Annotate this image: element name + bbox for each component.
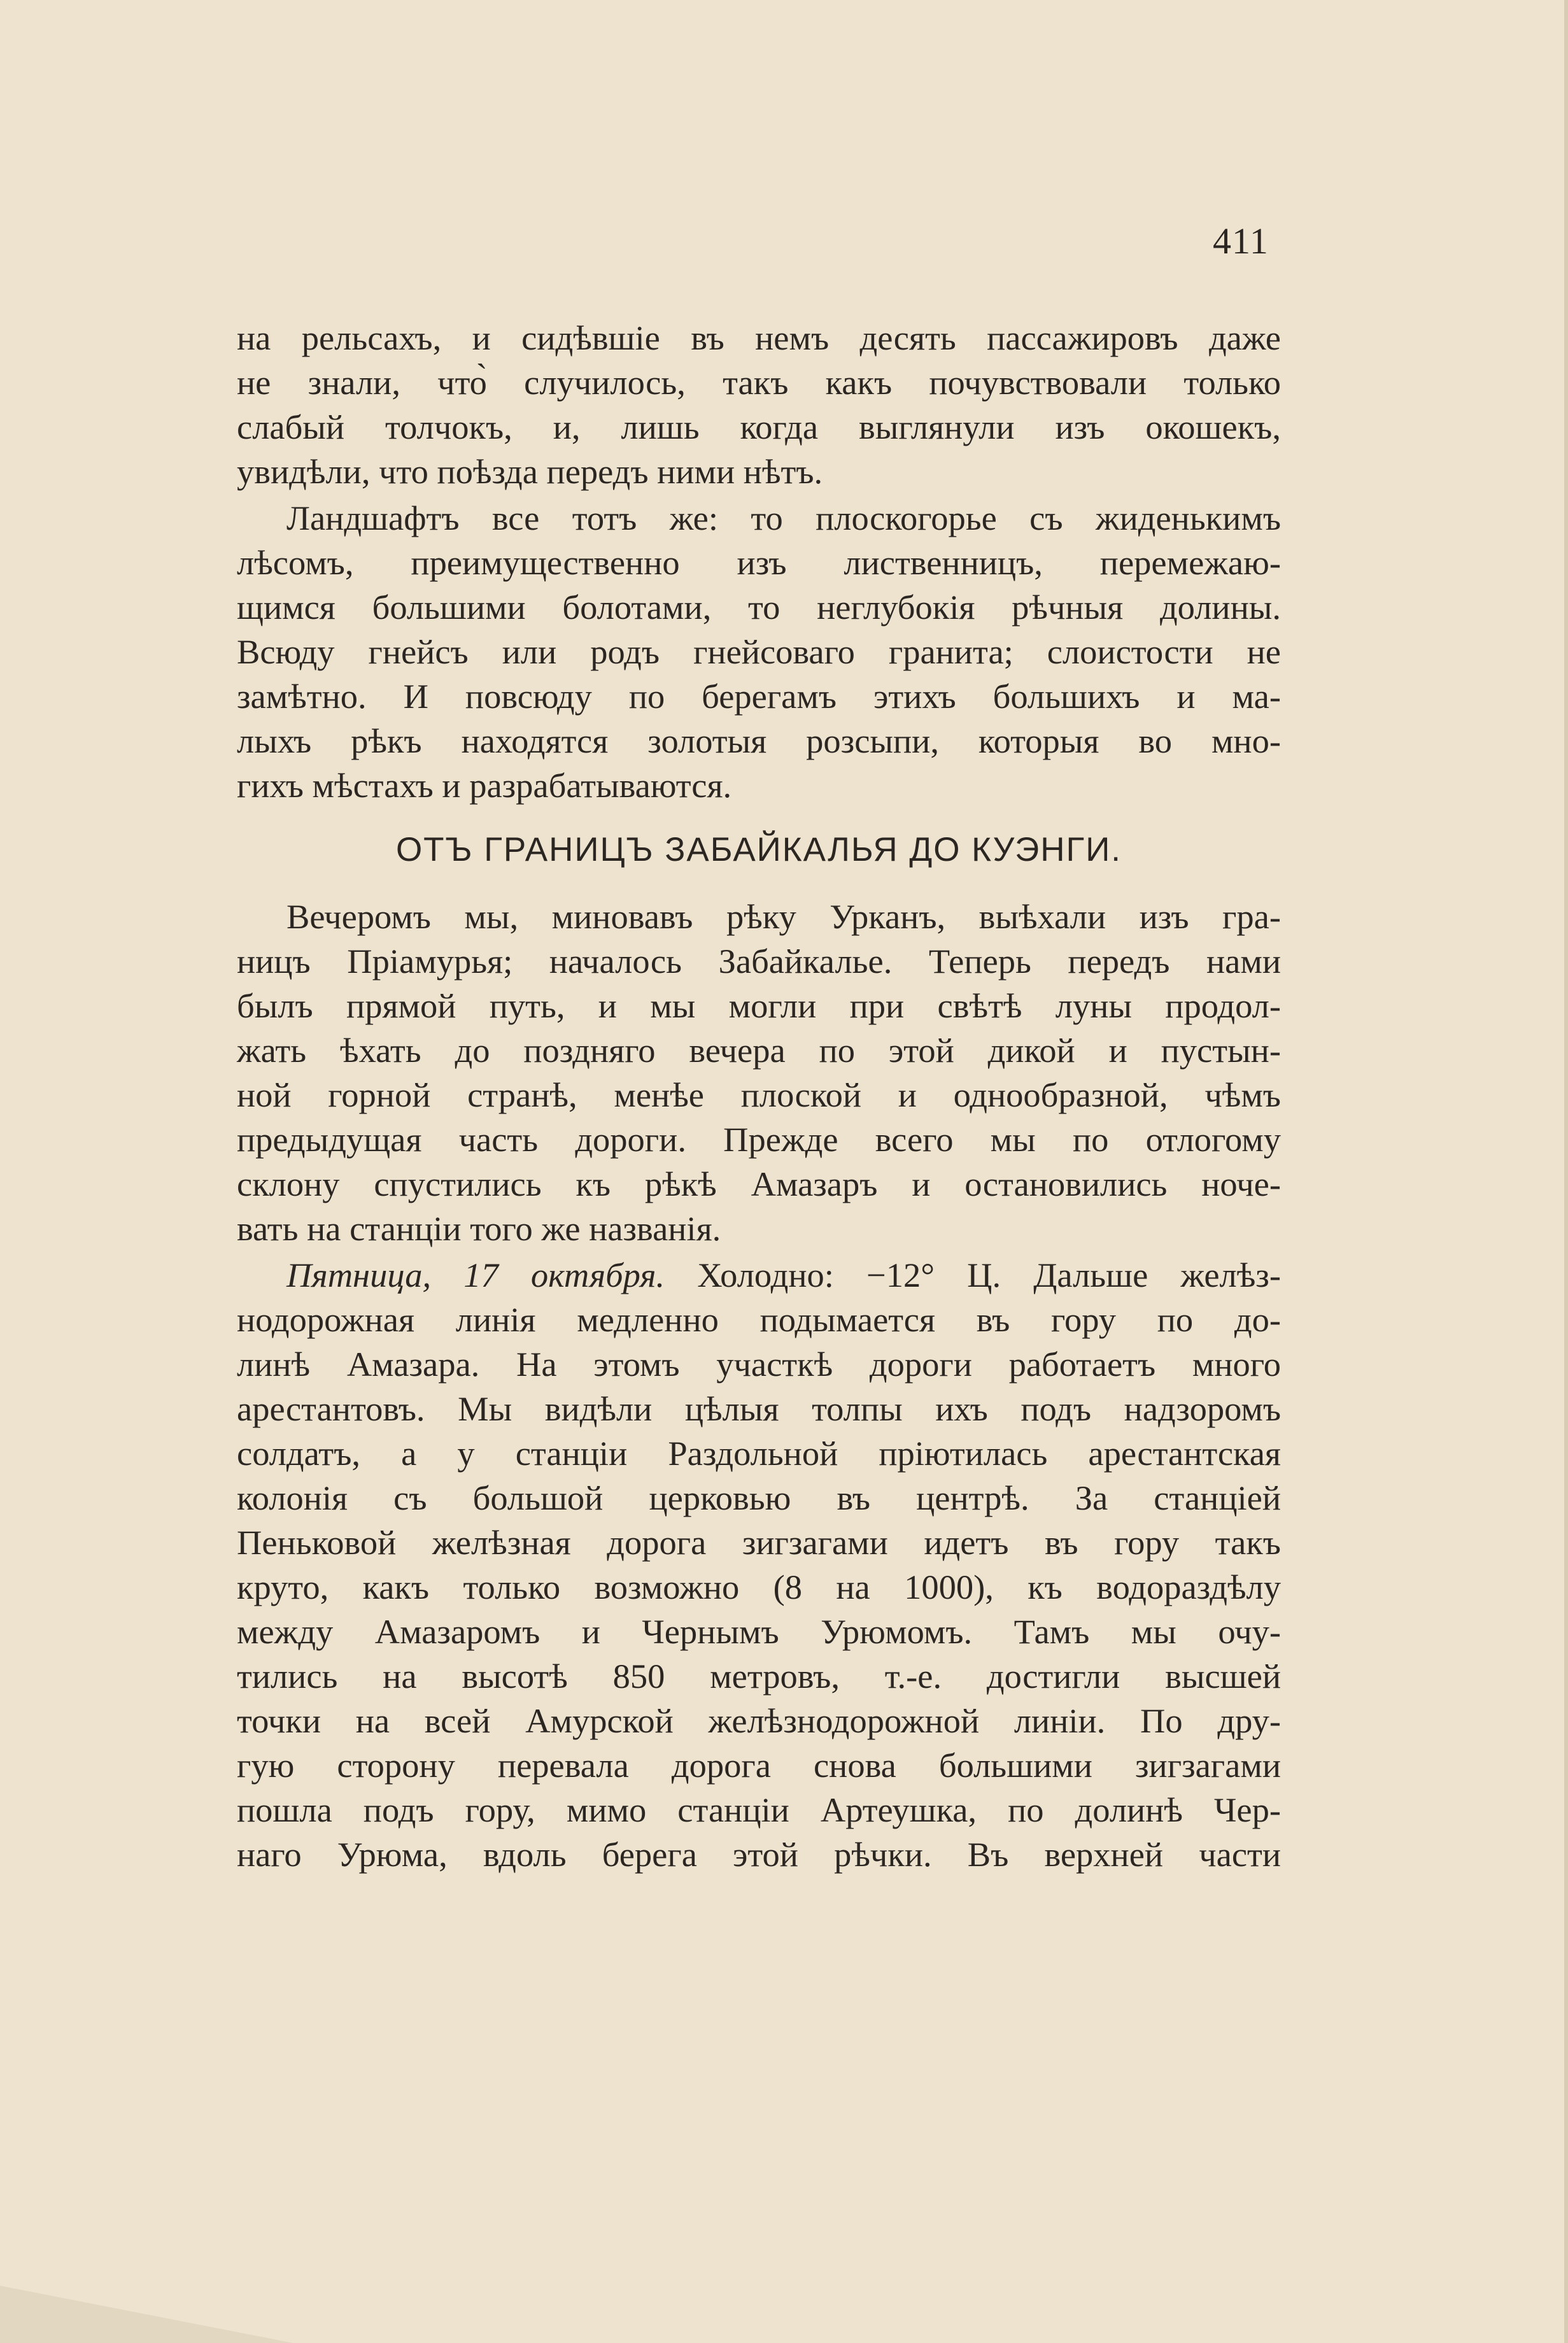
- text-line: Вечеромъ мы, миновавъ рѣку Урканъ, выѣхали изъ гра-: [286, 897, 1281, 936]
- text-line: былъ прямой путь, и мы могли при свѣтѣ луны продол-: [237, 986, 1281, 1025]
- text-line: пошла подъ гору, мимо станціи Артеушка, по долинѣ Чер-: [237, 1790, 1281, 1829]
- text-line: гихъ мѣстахъ и разрабатываются.: [237, 766, 732, 805]
- section-heading: ОТЪ ГРАНИЦЪ ЗАБАЙКАЛЬЯ ДО КУЭНГИ.: [395, 831, 1122, 868]
- text-line: Всюду гнейсъ или родъ гнейсоваго гранита; слоистости не: [237, 632, 1281, 671]
- text-line: лѣсомъ, преимущественно изъ лиственницъ, перемежаю-: [237, 543, 1281, 582]
- paragraph-continuation: [237, 316, 1281, 494]
- paragraph-friday: [237, 1253, 1281, 1877]
- text-line: замѣтно. И повсюду по берегамъ этихъ большихъ и ма-: [237, 677, 1281, 716]
- text-line: точки на всей Амурской желѣзнодорожной линіи. По дру-: [237, 1701, 1281, 1740]
- text-line: между Амазаромъ и Чернымъ Урюмомъ. Тамъ мы очу-: [237, 1612, 1281, 1651]
- text-line: линѣ Амазара. На этомъ участкѣ дороги работаетъ много: [237, 1345, 1281, 1384]
- text-line: тились на высотѣ 850 метровъ, т.-е. достигли высшей: [237, 1657, 1281, 1695]
- text-line: лыхъ рѣкъ находятся золотыя розсыпи, которыя во мно-: [237, 721, 1281, 760]
- text-line: солдатъ, а у станціи Раздольной пріютилась арестантская: [237, 1434, 1281, 1473]
- text-line: щимся большими болотами, то неглубокія рѣчныя долины.: [237, 588, 1281, 626]
- text-line: круто, какъ только возможно (8 на 1000), къ водораздѣлу: [237, 1568, 1281, 1606]
- paragraph-landscape: [237, 496, 1281, 808]
- page-edge-shadow: [1564, 0, 1568, 2343]
- text-line: слабый толчокъ, и, лишь когда выглянули изъ окошекъ,: [237, 407, 1281, 446]
- text-line: на рельсахъ, и сидѣвшіе въ немъ десять пассажировъ даже: [237, 318, 1281, 357]
- text-line: наго Урюма, вдоль берега этой рѣчки. Въ верхней части: [237, 1835, 1281, 1874]
- text-line: увидѣли, что поѣзда передъ ними нѣтъ.: [237, 452, 823, 491]
- page-number: 411: [1213, 220, 1269, 262]
- text-line: ной горной странѣ, менѣе плоской и однообразной, чѣмъ: [237, 1075, 1281, 1114]
- text-line: жать ѣхать до поздняго вечера по этой дикой и пустын-: [237, 1031, 1281, 1070]
- paragraph-evening: [237, 895, 1281, 1251]
- text-line: предыдущая часть дороги. Прежде всего мы по отлогому: [237, 1120, 1281, 1159]
- text-line: Пеньковой желѣзная дорога зигзагами идетъ въ гору такъ: [237, 1523, 1281, 1562]
- text-line: ницъ Пріамурья; началось Забайкалье. Теперь передъ нами: [237, 942, 1281, 980]
- page-corner-curl: [0, 2286, 293, 2343]
- text-line: Ландшафтъ все тотъ же: то плоскогорье съ жиденькимъ: [286, 499, 1281, 537]
- text-line: гую сторону перевала дорога снова большими зигзагами: [237, 1746, 1281, 1785]
- text-line: не знали, что̀ случилось, такъ какъ почувствовали только: [237, 363, 1281, 402]
- text-line: колонія съ большой церковью въ центрѣ. За станціей: [237, 1478, 1281, 1517]
- date-line-rest: Холодно: −12° Ц. Дальше желѣз-: [665, 1256, 1281, 1294]
- date-italic: Пятница, 17 октября.: [286, 1256, 665, 1294]
- text-line: склону спустились къ рѣкѣ Амазаръ и остановились ноче-: [237, 1164, 1281, 1203]
- text-line: арестантовъ. Мы видѣли цѣлыя толпы ихъ подъ надзоромъ: [237, 1389, 1281, 1428]
- text-line-dated: [237, 1253, 1281, 1298]
- text-line: вать на станціи того же названія.: [237, 1209, 721, 1248]
- text-line: нодорожная линія медленно подымается въ гору по до-: [237, 1300, 1281, 1339]
